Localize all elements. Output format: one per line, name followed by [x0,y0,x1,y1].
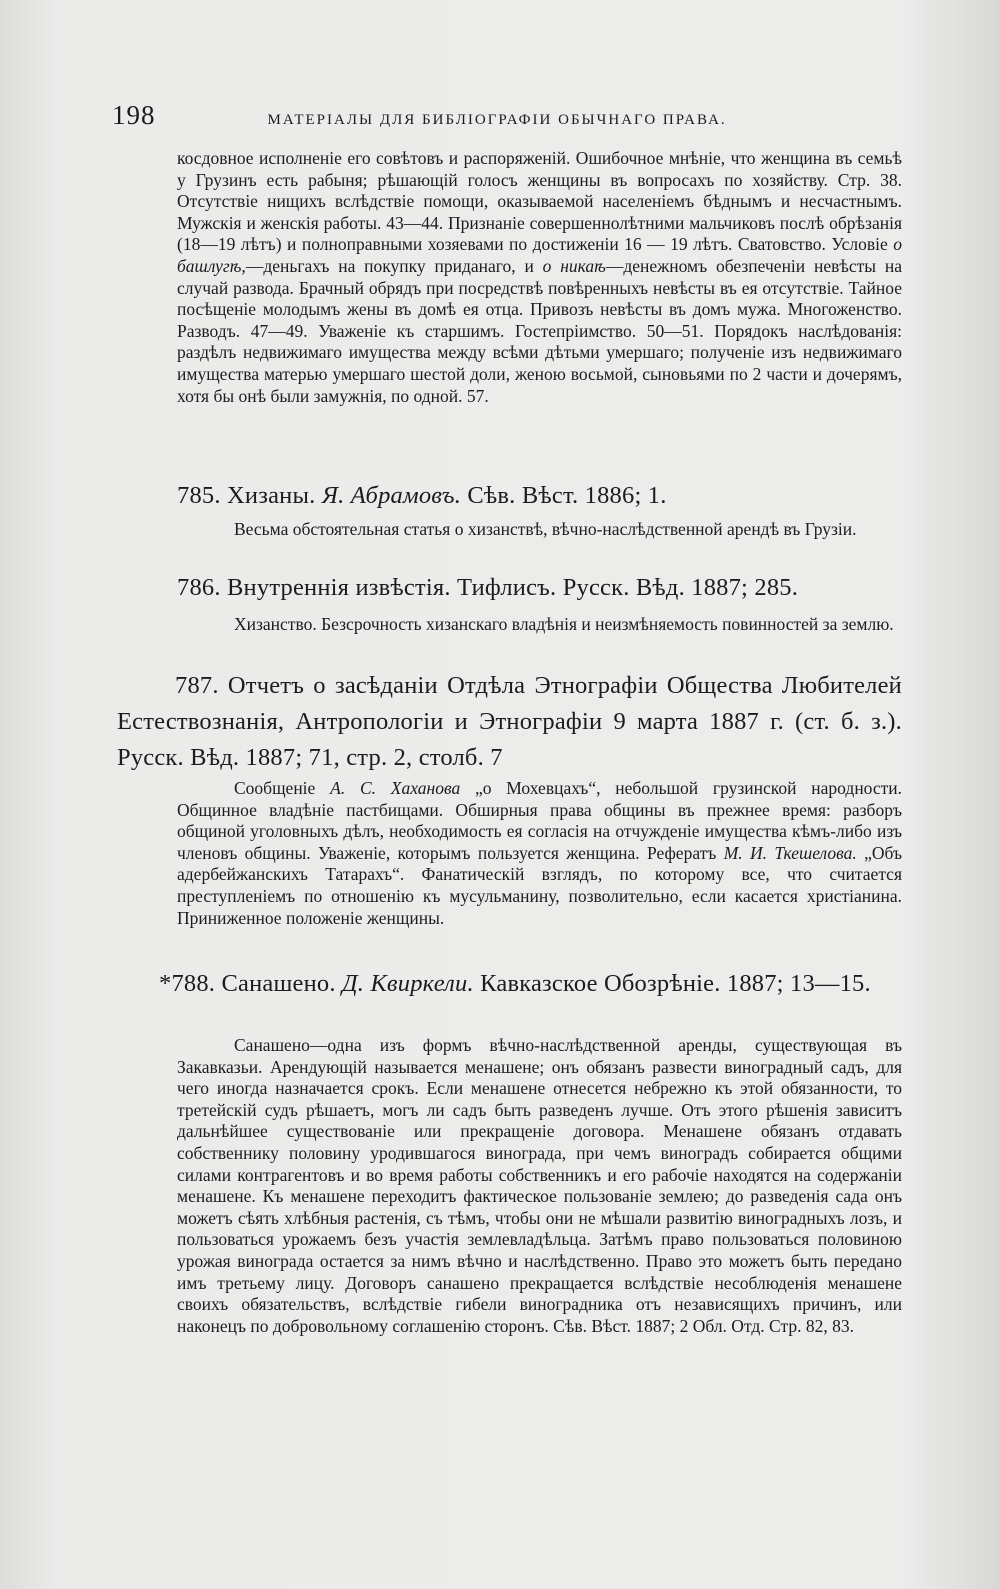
entry-author: Д. Квиркели. [342,970,474,997]
continued-text-part-3: —денежномъ обезпеченіи невѣсты на случай развода. Брачный обрядъ при посредствѣ повѣренныхъ невѣсты въ ея отсутствіе. Тайное посѣщеніе молодымъ жены въ домѣ ея отца. Привозъ невѣсты въ домъ мужа. Многоженство. Разводъ. 47—49. Уваженіе къ старшимъ. Гостепріимство. 50—51. Порядокъ наслѣдованія: раздѣлъ недвижимаго имущества между всѣми дѣтьми умершаго; полученіе изъ недвижимаго имущества матерью умершаго шестой доли, женою восьмой, сыновьями по 2 части и дочерямъ, хотя бы онѣ были замужнія, по одной. 57. [177,255,903,406]
entry-786-abstract: Хизанство. Безсрочность хизанскаго владѣнія и неизмѣняемость повинностей за землю. [234,614,894,634]
entry-788-heading [117,966,902,1002]
term-nikah: о никаѣ [542,255,606,276]
abstract-text-a: Сообщеніе [234,778,316,798]
entry-title: Хизаны. [227,482,316,509]
continued-text-part-2: —деньгахъ на покупку приданаго, и [245,255,534,276]
term-bashlug: о башлугѣ, [177,234,902,276]
entry-785-heading [177,478,902,514]
entry-title: Отчетъ о засѣданіи Отдѣла Этнографіи Общества Любителей Естествознанія, Антропологіи и Этнографіи 9 марта 1887 г. (ст. б. з.). Русск. Вѣд. 1887; 71, стр. 2, столб. 7 [117,672,902,771]
entry-source: Сѣв. Вѣст. 1886; 1. [467,482,667,509]
entry-author: Я. Абрамовъ. [321,482,462,509]
page-number: 198 [112,100,156,130]
entry-number: *788. [159,970,216,997]
page-header [112,100,912,131]
running-title: МАТЕРІАЛЫ ДЛЯ БИБЛІОГРАФІИ ОБЫЧНАГО ПРАВА. [267,112,727,128]
abstract-author-1: А. С. Хаханова [330,778,461,798]
entry-787-abstract [177,778,902,929]
abstract-text-c: „Объ адербейжанскихъ Татарахъ“. Фанатическій взглядъ, по которому все, что считается преступленіемъ по отношенію къ мусульманину, позволительно, если касается христіанина. Приниженное положеніе женщины. [177,842,903,928]
entry-788-abstract: Санашено—одна изъ формъ вѣчно-наслѣдственной аренды, существующая въ Закавказьи. Арендующій называется менашене; онъ обязанъ развести виноградный садъ, для чего иногда назначается срокъ. Если менашене отнесется небрежно къ этой обязанности, то третейскій судъ рѣшаетъ, могъ ли садъ быть разведенъ лучше. Отъ этого рѣшенія зависитъ дальнѣйшее существованіе или прекращеніе договора. Менашене обязанъ отдавать собственнику половину уродившагося винограда, при чемъ виноградъ собирается общими силами контрагентовъ и во время работы собственникъ и его рабочіе находятся на содержаніи менашене. Къ менашене переходитъ фактическое пользованіе землею; до разведенія сада онъ можетъ сѣять хлѣбныя растенія, съ тѣмъ, чтобы они не мѣшали развитію виноградныхъ лозъ, и пользоваться урожаемъ безъ участія землевладѣльца. Затѣмъ право пользоваться половиною урожая винограда остается за нимъ вѣчно и наслѣдственно. Право это можетъ быть передано имъ третьему лицу. Договоръ санашено прекращается вслѣдствіе несоблюденія менашене своихъ обязательствъ, вслѣдствіе гибели виноградника отъ независящихъ причинъ, или наконецъ по добровольному соглашенію сторонъ. Сѣв. Вѣст. 1887; 2 Обл. Отд. Стр. 82, 83. [177,1035,902,1336]
entry-786-heading [177,570,902,606]
continued-text-part-1: косдовное исполненіе его совѣтовъ и распоряженій. Ошибочное мнѣніе, что женщина въ семьѣ у Грузинъ есть рабыня; рѣшающій голосъ женщины въ вопросахъ по хозяйству. Стр. 38. Отсутствіе нищихъ вслѣдствіе помощи, оказываемой населеніемъ бѣднымъ и несчастнымъ. Мужскія и женскія работы. 43—44. Признаніе совершеннолѣтними мальчиковъ послѣ обрѣзанія (18—19 лѣтъ) и полноправными хозяевами по достиженіи 16 — 19 лѣтъ. Сватовство. Условіе [177,148,902,255]
entry-number: 787. [175,672,219,699]
entry-number: 786. [177,574,221,601]
abstract-author-2: М. И. Ткешелова. [723,842,857,863]
entry-787-heading [117,668,902,776]
entry-source: Кавказское Обозрѣніе. 1887; 13—15. [480,970,871,997]
entry-title: Санашено. [221,970,336,997]
entry-number: 785. [177,482,221,509]
entry-785-abstract: Весьма обстоятельная статья о хизанствѣ, вѣчно-наслѣдственной арендѣ въ Грузіи. [234,519,857,539]
entry-title: Внутреннія извѣстія. Тифлисъ. Русск. Вѣд. 1887; 285. [227,574,799,601]
abstract-text-b: „о Мохевцахъ“, небольшой грузинской народности. Общинное владѣніе пастбищами. Обширныя права общины въ прежнее время: разборъ общиной уголовныхъ дѣлъ, необходимость ея согласія на отчужденіе имущества кѣмъ-либо изъ членовъ общины. Уваженіе, которымъ пользуется женщина. Рефератъ [177,778,903,863]
continued-abstract [177,148,902,407]
